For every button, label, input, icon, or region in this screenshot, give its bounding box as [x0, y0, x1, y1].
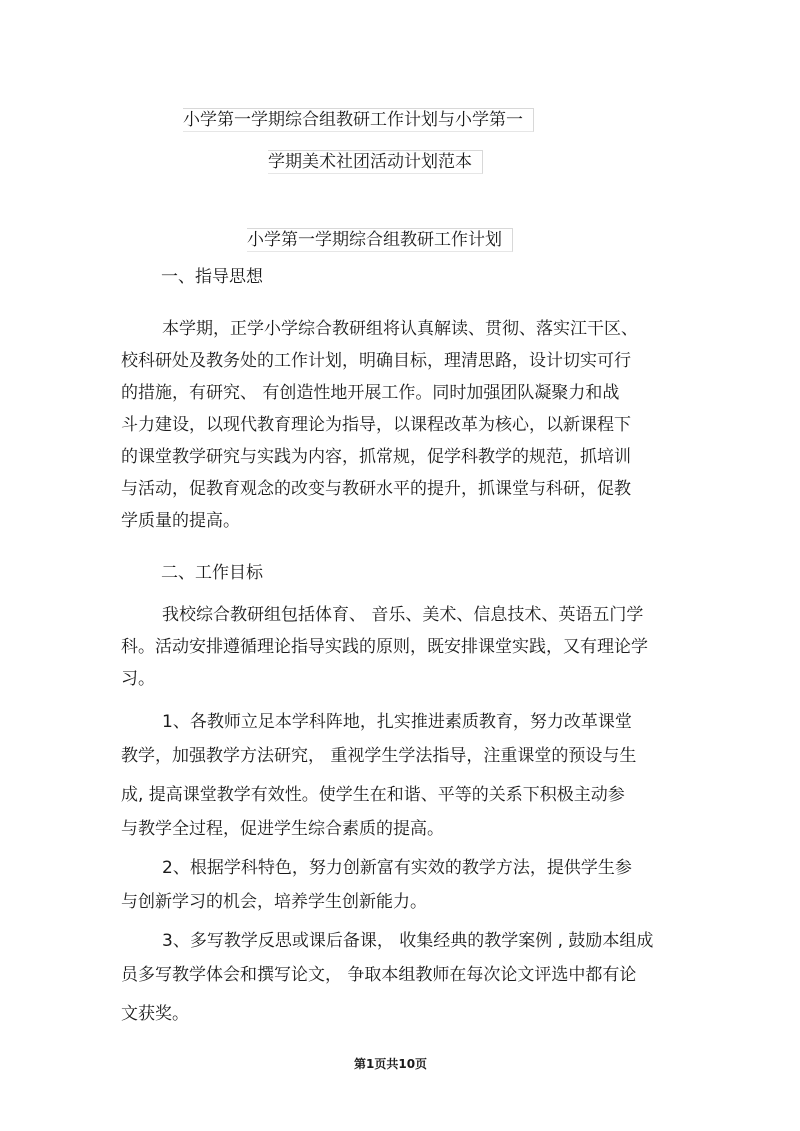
section-heading-guiding-ideology: 一、指导思想 [161, 267, 263, 287]
plan-subtitle: 小学第一学期综合组教研工作计划 [247, 228, 513, 252]
list-item-3-line: 文获奖。 [121, 1004, 189, 1024]
list-item-3-line: 员多写教学体会和撰写论文， 争取本组教师在每次论文评选中都有论 [121, 965, 637, 985]
list-item-2-line: 2、根据学科特色，努力创新富有实效的教学方法，提供学生参 [162, 858, 632, 878]
paragraph-line: 的措施，有研究、 有创造性地开展工作。同时加强团队凝聚力和战 [121, 383, 620, 403]
document-title-line-1: 小学第一学期综合组教研工作计划与小学第一 [183, 108, 534, 132]
document-title-line-2: 学期美术社团活动计划范本 [268, 150, 483, 174]
section-heading-work-goals: 二、工作目标 [161, 563, 263, 583]
paragraph-line: 斗力建设，以现代教育理论为指导，以课程改革为核心，以新课程下 [121, 415, 631, 435]
paragraph-line: 学质量的提高。 [121, 511, 240, 531]
paragraph-line: 校科研处及教务处的工作计划，明确目标，理清思路，设计切实可行 [121, 351, 631, 371]
list-item-1-line: 成, 提高课堂教学有效性。使学生在和谐、平等的关系下积极主动参 [121, 785, 625, 805]
paragraph-line: 科。活动安排遵循理论指导实践的原则，既安排课堂实践，又有理论学 [121, 637, 648, 657]
paragraph-line: 本学期，正学小学综合教研组将认真解读、贯彻、落实江干区、 [162, 319, 638, 339]
page-number-footer: 第1页共10页 [354, 1057, 428, 1071]
paragraph-line: 与活动，促教育观念的改变与教研水平的提升，抓课堂与科研，促教 [121, 479, 631, 499]
paragraph-line: 的课堂教学研究与实践为内容，抓常规，促学科教学的规范，抓培训 [121, 447, 631, 467]
list-item-2-line: 与创新学习的机会，培养学生创新能力。 [121, 892, 427, 912]
list-item-1-line: 1、各教师立足本学科阵地，扎实推进素质教育，努力改革课堂 [162, 712, 632, 732]
paragraph-line: 我校综合教研组包括体育、 音乐、美术、信息技术、英语五门学 [162, 605, 644, 625]
list-item-3-line: 3、多写教学反思或课后备课， 收集经典的教学案例 , 鼓励本组成 [162, 931, 654, 951]
paragraph-line: 习。 [121, 669, 155, 689]
list-item-1-line: 与教学全过程，促进学生综合素质的提高。 [121, 819, 444, 839]
list-item-1-line: 教学，加强教学方法研究， 重视学生学法指导，注重课堂的预设与生 [121, 746, 637, 766]
